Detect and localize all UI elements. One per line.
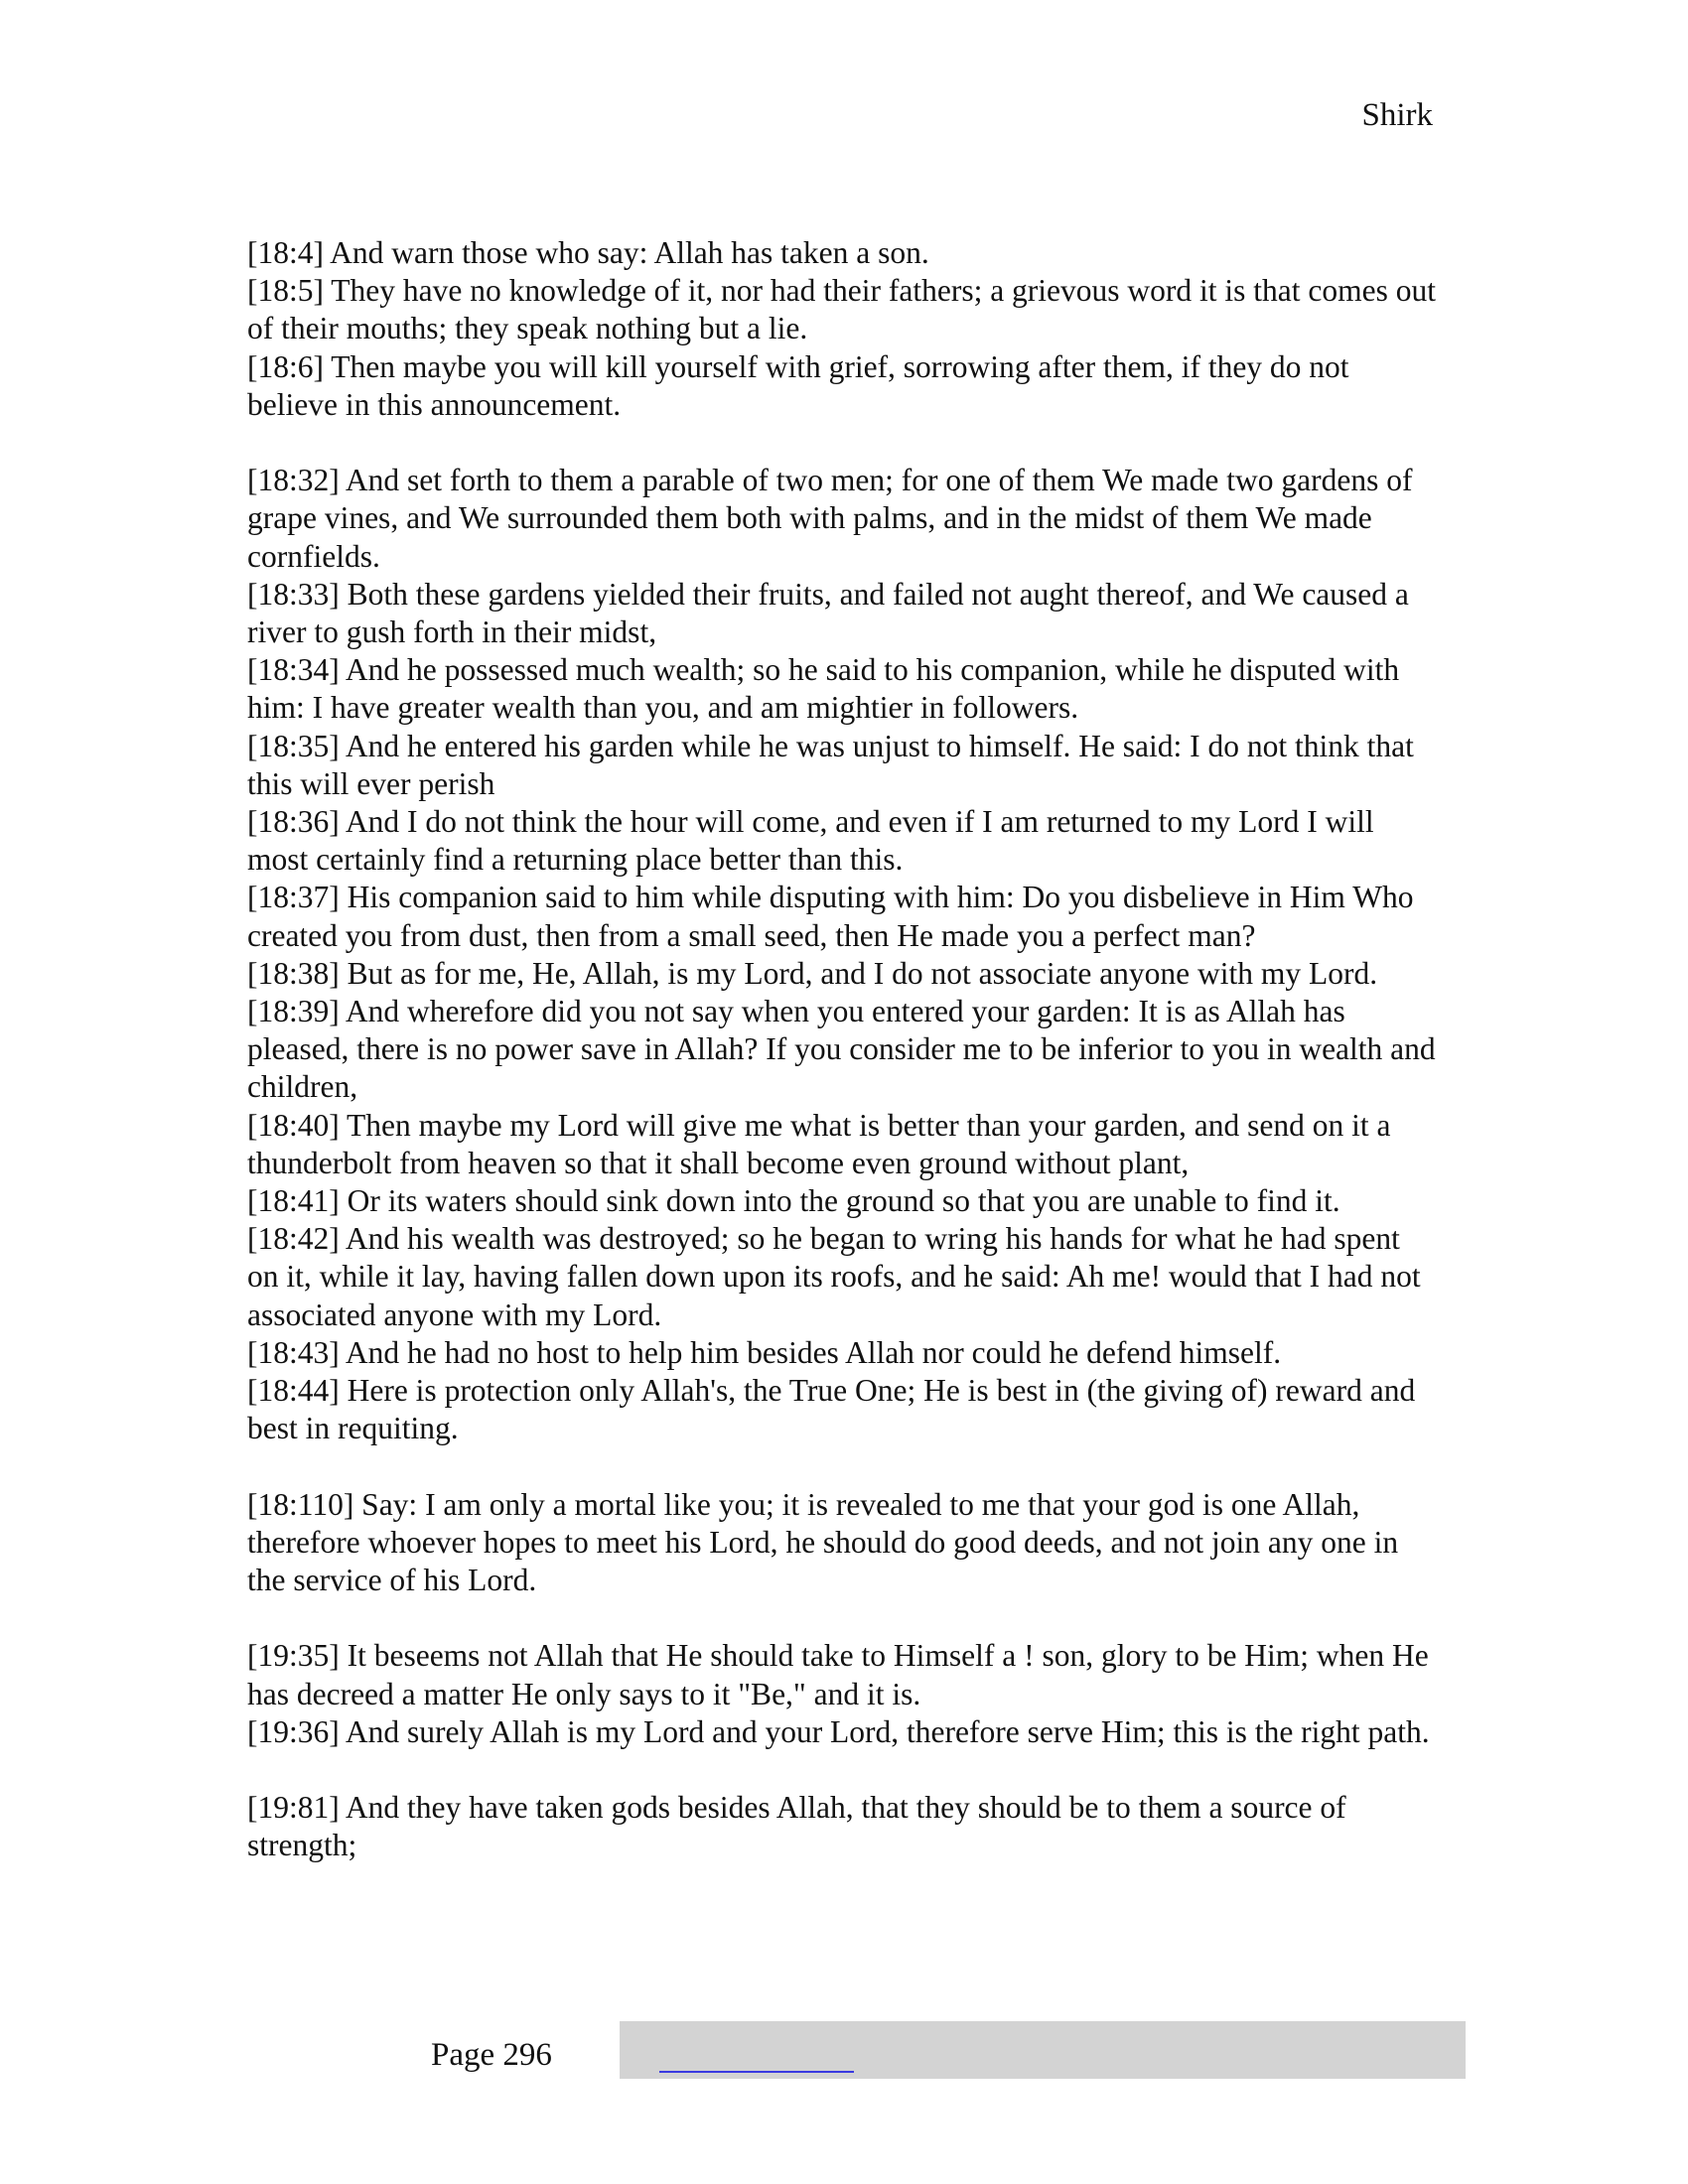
verse-group xyxy=(247,462,1439,1447)
page-number: Page 296 xyxy=(431,2037,552,2073)
verse: [18:42] And his wealth was destroyed; so he began to wring his hands for what he had spent on it, while it lay, having fallen down upon its roofs, and he said: Ah me! would that I had not associated anyone with my Lord. xyxy=(247,1221,1421,1332)
footer-bar xyxy=(620,2021,1466,2079)
document-body xyxy=(247,234,1439,1903)
verse-group xyxy=(247,234,1439,424)
verse-group xyxy=(247,1637,1439,1751)
verse: [18:35] And he entered his garden while he was unjust to himself. He said: I do not think that this will ever perish xyxy=(247,728,1414,801)
verse: [18:39] And wherefore did you not say when you entered your garden: It is as Allah has pleased, there is no power save in Allah? If you consider me to be inferior to you in wealth and children, xyxy=(247,994,1436,1105)
verse-group xyxy=(247,1486,1439,1600)
verse: [18:32] And set forth to them a parable of two men; for one of them We made two gardens of grape vines, and We surrounded them both with palms, and in the midst of them We made cornfields. xyxy=(247,463,1413,574)
verse: [19:35] It beseems not Allah that He should take to Himself a ! son, glory to be Him; when He has decreed a matter He only says to it "Be," and it is. xyxy=(247,1638,1429,1711)
verse: [19:81] And they have taken gods besides Allah, that they should be to them a source of strength; xyxy=(247,1790,1346,1863)
verse: [18:5] They have no knowledge of it, nor had their fathers; a grievous word it is that comes out of their mouths; they speak nothing but a lie. xyxy=(247,273,1436,346)
verse: [18:37] His companion said to him while disputing with him: Do you disbelieve in Him Who created you from dust, then from a small seed, then He made you a perfect man? xyxy=(247,880,1414,953)
verse: [18:38] But as for me, He, Allah, is my Lord, and I do not associate anyone with my Lord. xyxy=(247,955,1378,991)
verse: [18:36] And I do not think the hour will come, and even if I am returned to my Lord I will most certainly find a returning place better than this. xyxy=(247,804,1374,878)
verse: [18:40] Then maybe my Lord will give me what is better than your garden, and send on it a thunderbolt from heaven so that it shall become even ground without plant, xyxy=(247,1107,1391,1180)
verse: [19:36] And surely Allah is my Lord and your Lord, therefore serve Him; this is the right path. xyxy=(247,1713,1430,1749)
footer-link-underline[interactable] xyxy=(659,2071,854,2073)
running-header: Shirk xyxy=(1361,97,1433,133)
verse: [18:33] Both these gardens yielded their fruits, and failed not aught thereof, and We caused a river to gush forth in their midst, xyxy=(247,576,1409,650)
verse: [18:34] And he possessed much wealth; so he said to his companion, while he disputed with him: I have greater wealth than you, and am mightier in followers. xyxy=(247,652,1400,726)
verse: [18:43] And he had no host to help him besides Allah nor could he defend himself. xyxy=(247,1334,1282,1370)
page-footer xyxy=(0,2021,1688,2081)
verse: [18:110] Say: I am only a mortal like you; it is revealed to me that your god is one Allah, therefore whoever hopes to meet his Lord, he should do good deeds, and not join any one in the service of his Lord. xyxy=(247,1486,1399,1598)
verse-group xyxy=(247,1789,1439,1864)
verse: [18:6] Then maybe you will kill yourself with grief, sorrowing after them, if they do not believe in this announcement. xyxy=(247,348,1349,422)
verse: [18:4] And warn those who say: Allah has taken a son. xyxy=(247,235,929,270)
verse: [18:44] Here is protection only Allah's, the True One; He is best in (the giving of) reward and best in requiting. xyxy=(247,1373,1416,1446)
verse: [18:41] Or its waters should sink down into the ground so that you are unable to find it. xyxy=(247,1183,1340,1219)
